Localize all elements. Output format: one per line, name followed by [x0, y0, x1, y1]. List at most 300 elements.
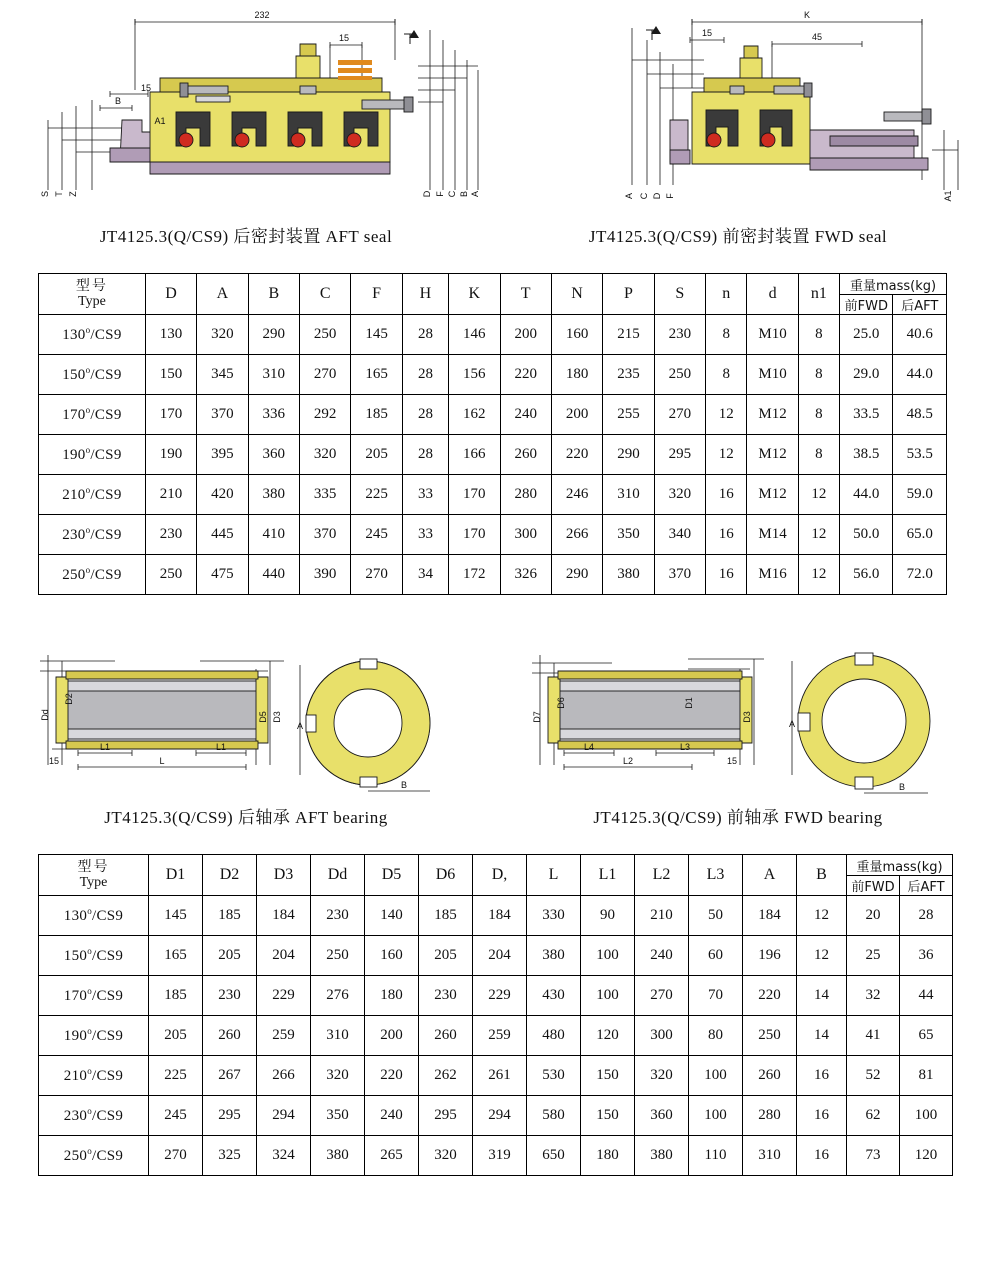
cell: 336 [248, 395, 299, 435]
row-type: 130$^o$/CS9 [39, 896, 149, 936]
bearing-col-L1: L1 [581, 855, 635, 896]
dim-B2: B [459, 190, 469, 198]
dim-L1b: L1 [215, 742, 227, 752]
cell: 160 [551, 315, 602, 355]
cell-mass-aft: 72.0 [893, 555, 947, 595]
cell: 220 [743, 976, 797, 1016]
cell: 8 [706, 355, 747, 395]
spacer-3 [0, 828, 985, 854]
table-row [39, 555, 947, 595]
seal-col-mass-fwd: 前FWD [840, 295, 893, 315]
cell: 184 [257, 896, 311, 936]
cell: 262 [419, 1056, 473, 1096]
cell-mass-fwd: 25 [847, 936, 900, 976]
cell: 28 [402, 435, 448, 475]
caption-aft-seal: JT4125.3(Q/CS9) 后密封装置 AFT seal [99, 227, 393, 246]
cell: 100 [581, 976, 635, 1016]
cell: 225 [351, 475, 402, 515]
cell: 185 [351, 395, 402, 435]
cell: M10 [747, 315, 798, 355]
table-row [39, 1016, 953, 1056]
cell: 120 [581, 1016, 635, 1056]
bearing-col-mass-fwd: 前FWD [847, 876, 900, 896]
row-type: 170$^o$/CS9 [39, 976, 149, 1016]
cell: 324 [257, 1136, 311, 1176]
row-type: 230$^o$/CS9 [39, 1096, 149, 1136]
spacer-1 [0, 247, 985, 273]
cell: 310 [248, 355, 299, 395]
row-type: 150$^o$/CS9 [39, 355, 146, 395]
cell: 165 [149, 936, 203, 976]
cell-mass-aft: 44 [900, 976, 953, 1016]
bearing-table-body [39, 896, 953, 1176]
cell: 320 [635, 1056, 689, 1096]
cell: 530 [527, 1056, 581, 1096]
cell: M12 [747, 435, 798, 475]
dim-15-left: 15 [140, 83, 152, 93]
cell: 90 [581, 896, 635, 936]
bearing-col-L2: L2 [635, 855, 689, 896]
cell: 162 [449, 395, 500, 435]
dim-A-ring: A [296, 721, 304, 731]
cell-mass-fwd: 56.0 [840, 555, 893, 595]
cell: 280 [500, 475, 551, 515]
cell: 265 [365, 1136, 419, 1176]
cell: 8 [798, 435, 839, 475]
seal-col-N: N [551, 274, 602, 315]
dim-Z: Z [68, 191, 78, 197]
seal-header-row-1 [39, 274, 947, 295]
bearing-col-mass-aft: 后AFT [900, 876, 953, 896]
cell: 130 [145, 315, 196, 355]
caption-fwd-seal: JT4125.3(Q/CS9) 前密封装置 FWD seal [588, 227, 888, 246]
seal-col-T: T [500, 274, 551, 315]
cell: 245 [351, 515, 402, 555]
seal-col-D: D [145, 274, 196, 315]
cell-mass-aft: 65 [900, 1016, 953, 1056]
cell: 50 [689, 896, 743, 936]
dim-Dd: Dd [40, 709, 50, 721]
cell: 165 [351, 355, 402, 395]
cell: 292 [299, 395, 350, 435]
cell: 33 [402, 515, 448, 555]
cell: 430 [527, 976, 581, 1016]
cell: 320 [654, 475, 705, 515]
dim-D3: D3 [272, 711, 282, 723]
seal-table-body [39, 315, 947, 595]
cell: 33 [402, 475, 448, 515]
dim-L4: L4 [583, 742, 595, 752]
cell: 255 [603, 395, 654, 435]
bearing-col-Dd: Dd [311, 855, 365, 896]
table-row [39, 515, 947, 555]
cell: 230 [419, 976, 473, 1016]
cell: 12 [798, 475, 839, 515]
cell-mass-fwd: 20 [847, 896, 900, 936]
cell: 319 [473, 1136, 527, 1176]
cell-mass-aft: 100 [900, 1096, 953, 1136]
row-type: 190$^o$/CS9 [39, 1016, 149, 1056]
cell: 146 [449, 315, 500, 355]
dim-45: 45 [811, 32, 823, 42]
table-row [39, 936, 953, 976]
fwd-bearing-drawing [492, 625, 984, 803]
bearing-col-D6: D6 [419, 855, 473, 896]
cell-mass-fwd: 44.0 [840, 475, 893, 515]
cell: 250 [145, 555, 196, 595]
cell: 260 [419, 1016, 473, 1056]
seal-col-F: F [351, 274, 402, 315]
bearing-col-B: B [797, 855, 847, 896]
cell: 150 [145, 355, 196, 395]
bearing-col-D1: D1 [149, 855, 203, 896]
cell-mass-aft: 65.0 [893, 515, 947, 555]
dim-A-ring-fwd: A [788, 719, 796, 729]
cell: 220 [500, 355, 551, 395]
cell: 185 [149, 976, 203, 1016]
cell: 259 [473, 1016, 527, 1056]
cell-mass-fwd: 62 [847, 1096, 900, 1136]
cell: 230 [203, 976, 257, 1016]
cell: 380 [311, 1136, 365, 1176]
dim-15-bearing: 15 [48, 756, 60, 766]
cell: 16 [797, 1056, 847, 1096]
seal-table-wrap [0, 273, 985, 595]
dim-D: D [422, 190, 432, 198]
cell: 8 [798, 315, 839, 355]
cell: 295 [203, 1096, 257, 1136]
cell: 270 [654, 395, 705, 435]
cell: 16 [797, 1136, 847, 1176]
cell: 170 [145, 395, 196, 435]
cell-mass-fwd: 50.0 [840, 515, 893, 555]
dim-T: T [54, 191, 64, 197]
cell: 205 [419, 936, 473, 976]
cell: 650 [527, 1136, 581, 1176]
cell: 260 [500, 435, 551, 475]
cell: 390 [299, 555, 350, 595]
table-row [39, 1136, 953, 1176]
cell: 16 [797, 1096, 847, 1136]
cell: 290 [248, 315, 299, 355]
bearing-col-D7: D, [473, 855, 527, 896]
bearing-col-D3: D3 [257, 855, 311, 896]
cell: 330 [527, 896, 581, 936]
cell-mass-aft: 28 [900, 896, 953, 936]
cell: 28 [402, 355, 448, 395]
dim-K: K [803, 10, 811, 20]
cell: 28 [402, 395, 448, 435]
seal-col-A: A [197, 274, 248, 315]
dim-C: C [447, 190, 457, 198]
cell: 250 [743, 1016, 797, 1056]
row-type: 130$^o$/CS9 [39, 315, 146, 355]
cell: 475 [197, 555, 248, 595]
cell: 410 [248, 515, 299, 555]
cell: 294 [473, 1096, 527, 1136]
table-row [39, 896, 953, 936]
cell: 12 [706, 435, 747, 475]
cell: 300 [500, 515, 551, 555]
cell: 266 [257, 1056, 311, 1096]
dim-D1: D1 [684, 697, 694, 709]
figure-fwd-bearing [492, 625, 984, 828]
cell: 320 [311, 1056, 365, 1096]
cell: 172 [449, 555, 500, 595]
cell: 8 [798, 355, 839, 395]
seal-header-type: 型号 Type [39, 274, 146, 315]
dim-F-left: F [665, 193, 675, 199]
table-row [39, 395, 947, 435]
fwd-seal-drawing [492, 0, 984, 222]
cell: 380 [603, 555, 654, 595]
cell: 204 [473, 936, 527, 976]
seal-col-S: S [654, 274, 705, 315]
cell: 240 [500, 395, 551, 435]
cell: 14 [797, 1016, 847, 1056]
cell: 290 [551, 555, 602, 595]
cell-mass-aft: 48.5 [893, 395, 947, 435]
cell: 290 [603, 435, 654, 475]
cell: 310 [743, 1136, 797, 1176]
cell: 380 [248, 475, 299, 515]
cell-mass-fwd: 25.0 [840, 315, 893, 355]
cell: 380 [635, 1136, 689, 1176]
cell: 200 [500, 315, 551, 355]
cell: 16 [706, 515, 747, 555]
cell: 185 [203, 896, 257, 936]
cell: M10 [747, 355, 798, 395]
cell: 160 [365, 936, 419, 976]
cell: 70 [689, 976, 743, 1016]
cell-mass-aft: 40.6 [893, 315, 947, 355]
cell: 100 [581, 936, 635, 976]
dim-D2: D2 [64, 693, 74, 705]
cell: 294 [257, 1096, 311, 1136]
dim-A-left: A [624, 192, 634, 200]
cell: 380 [527, 936, 581, 976]
cell: 16 [706, 555, 747, 595]
cell: 310 [311, 1016, 365, 1056]
cell: 200 [551, 395, 602, 435]
cell: 360 [635, 1096, 689, 1136]
cell: 28 [402, 315, 448, 355]
cell: 445 [197, 515, 248, 555]
figure-fwd-seal [492, 0, 984, 247]
cell: 259 [257, 1016, 311, 1056]
cell-mass-fwd: 73 [847, 1136, 900, 1176]
row-type: 150$^o$/CS9 [39, 936, 149, 976]
cell: 12 [797, 936, 847, 976]
cell: 245 [149, 1096, 203, 1136]
cell: 270 [635, 976, 689, 1016]
seal-col-P: P [603, 274, 654, 315]
cell: 12 [797, 896, 847, 936]
bearing-col-L3: L3 [689, 855, 743, 896]
dim-15: 15 [701, 28, 713, 38]
cell: 440 [248, 555, 299, 595]
spacer-2 [0, 595, 985, 625]
dim-L3: L3 [679, 742, 691, 752]
seal-col-H: H [402, 274, 448, 315]
dim-D7: D7 [532, 711, 542, 723]
aft-seal-drawing [0, 0, 492, 222]
cell: 345 [197, 355, 248, 395]
cell: 145 [351, 315, 402, 355]
caption-fwd-bearing: JT4125.3(Q/CS9) 前轴承 FWD bearing [593, 808, 883, 827]
dim-15-top: 15 [338, 33, 350, 43]
seal-col-d: d [747, 274, 798, 315]
cell: 185 [419, 896, 473, 936]
cell: 325 [203, 1136, 257, 1176]
cell: 230 [145, 515, 196, 555]
cell: 190 [145, 435, 196, 475]
cell-mass-fwd: 38.5 [840, 435, 893, 475]
bearing-col-mass: 重量mass(kg) [847, 855, 953, 876]
cell: 180 [551, 355, 602, 395]
row-type: 250$^o$/CS9 [39, 555, 146, 595]
cell: 240 [635, 936, 689, 976]
cell: 240 [365, 1096, 419, 1136]
cell: 110 [689, 1136, 743, 1176]
cell: 270 [149, 1136, 203, 1176]
cell-mass-aft: 120 [900, 1136, 953, 1176]
dim-C-left: C [639, 192, 649, 200]
cell: 184 [743, 896, 797, 936]
cell: 300 [635, 1016, 689, 1056]
figure-aft-bearing [0, 625, 492, 828]
cell-mass-aft: 44.0 [893, 355, 947, 395]
cell-mass-aft: 53.5 [893, 435, 947, 475]
table-row [39, 475, 947, 515]
cell: M14 [747, 515, 798, 555]
aft-bearing-drawing [0, 625, 492, 803]
cell: 196 [743, 936, 797, 976]
table-row [39, 1096, 953, 1136]
cell: 340 [654, 515, 705, 555]
figure-row-seals [0, 0, 985, 247]
cell: 34 [402, 555, 448, 595]
table-row [39, 435, 947, 475]
table-row [39, 976, 953, 1016]
dim-D6: D6 [556, 697, 566, 709]
cell: 246 [551, 475, 602, 515]
cell: 80 [689, 1016, 743, 1056]
seal-col-n1: n1 [798, 274, 839, 315]
cell: 260 [743, 1056, 797, 1096]
cell: 229 [473, 976, 527, 1016]
cell: 230 [654, 315, 705, 355]
cell: 295 [419, 1096, 473, 1136]
cell: 8 [706, 315, 747, 355]
table-row [39, 315, 947, 355]
dim-L2: L2 [622, 756, 634, 766]
table-row [39, 355, 947, 395]
cell: 170 [449, 515, 500, 555]
cell: 156 [449, 355, 500, 395]
cell: 250 [311, 936, 365, 976]
dim-L1a: L1 [99, 742, 111, 752]
cell: 261 [473, 1056, 527, 1096]
bearing-col-D2: D2 [203, 855, 257, 896]
dim-A: A [470, 190, 480, 198]
row-type: 210$^o$/CS9 [39, 1056, 149, 1096]
cell-mass-fwd: 32 [847, 976, 900, 1016]
cell: 370 [299, 515, 350, 555]
row-type: 250$^o$/CS9 [39, 1136, 149, 1176]
cell: 276 [311, 976, 365, 1016]
cell: 310 [603, 475, 654, 515]
cell: 180 [581, 1136, 635, 1176]
cell: 205 [351, 435, 402, 475]
cell: 267 [203, 1056, 257, 1096]
dim-D3b: D3 [742, 711, 752, 723]
cell: 320 [299, 435, 350, 475]
cell: 220 [551, 435, 602, 475]
dim-D5: D5 [258, 711, 268, 723]
cell-mass-fwd: 52 [847, 1056, 900, 1096]
cell: 100 [689, 1056, 743, 1096]
seal-spec-table [38, 273, 947, 595]
bearing-header-type: 型号 Type [39, 855, 149, 896]
row-type: 170$^o$/CS9 [39, 395, 146, 435]
dim-L: L [159, 756, 165, 766]
cell: 145 [149, 896, 203, 936]
cell: 250 [299, 315, 350, 355]
cell-mass-aft: 59.0 [893, 475, 947, 515]
cell: 140 [365, 896, 419, 936]
dim-B-ring-fwd: B [898, 782, 906, 792]
cell: 235 [603, 355, 654, 395]
cell: 166 [449, 435, 500, 475]
cell: 12 [706, 395, 747, 435]
dim-S: S [40, 190, 50, 198]
cell: 205 [149, 1016, 203, 1056]
cell: 395 [197, 435, 248, 475]
cell: 180 [365, 976, 419, 1016]
cell: 14 [797, 976, 847, 1016]
cell: 16 [706, 475, 747, 515]
cell: 200 [365, 1016, 419, 1056]
row-type: 230$^o$/CS9 [39, 515, 146, 555]
cell: 229 [257, 976, 311, 1016]
dim-B-ring: B [400, 780, 408, 790]
bearing-table-wrap [0, 854, 985, 1176]
cell: 270 [299, 355, 350, 395]
dim-B: B [114, 96, 122, 106]
bearing-spec-table [38, 854, 953, 1176]
cell: 250 [654, 355, 705, 395]
figure-aft-seal [0, 0, 492, 247]
cell: 350 [311, 1096, 365, 1136]
dim-F: F [435, 191, 445, 197]
bearing-col-L: L [527, 855, 581, 896]
cell: 12 [798, 555, 839, 595]
dim-A1: A1 [154, 116, 166, 126]
cell: 210 [145, 475, 196, 515]
cell: 170 [449, 475, 500, 515]
cell: 580 [527, 1096, 581, 1136]
cell: 225 [149, 1056, 203, 1096]
cell: 12 [798, 515, 839, 555]
cell: 150 [581, 1056, 635, 1096]
cell-mass-fwd: 33.5 [840, 395, 893, 435]
figure-row-bearings [0, 625, 985, 828]
cell-mass-fwd: 29.0 [840, 355, 893, 395]
cell: 270 [351, 555, 402, 595]
seal-col-mass-aft: 后AFT [893, 295, 947, 315]
cell: M12 [747, 395, 798, 435]
